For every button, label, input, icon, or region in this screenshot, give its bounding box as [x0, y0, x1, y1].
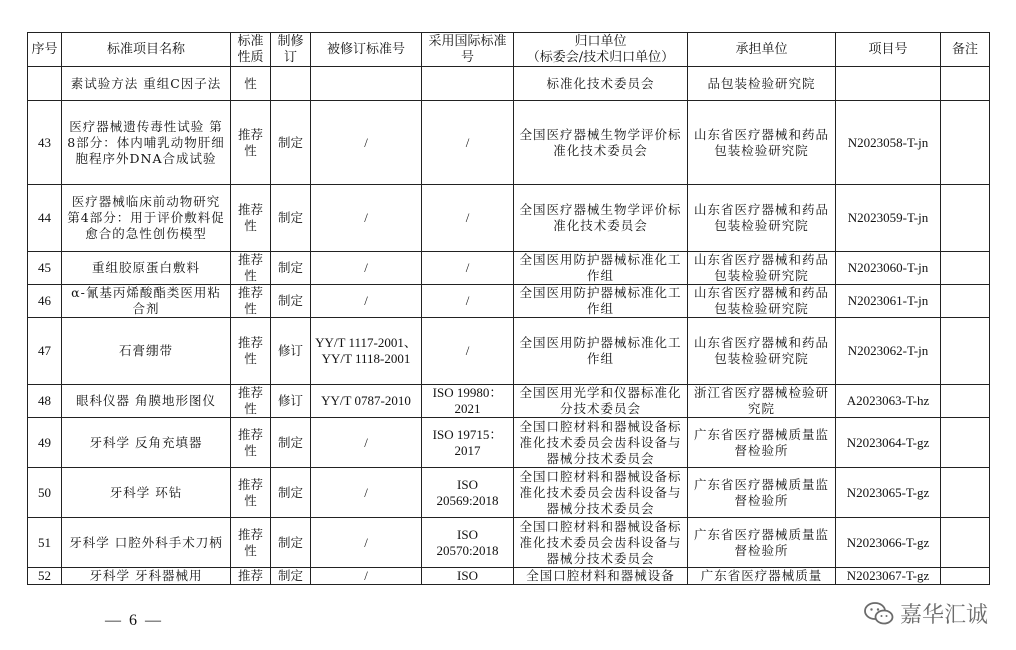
- cell-intl: ISO 19980：2021: [422, 385, 514, 418]
- cell-revised: /: [311, 418, 422, 468]
- cell-proj: N2023064-T-gz: [836, 418, 941, 468]
- cell-name: 牙科学 口腔外科手术刀柄: [62, 518, 231, 568]
- cell-revised: /: [311, 101, 422, 185]
- cell-note: [941, 518, 990, 568]
- cell-proj: N2023065-T-gz: [836, 468, 941, 518]
- cell-nature: 推荐性: [231, 185, 271, 252]
- cell-name: 牙科学 反角充填器: [62, 418, 231, 468]
- cell-proj: N2023059-T-jn: [836, 185, 941, 252]
- cell-nature: 推荐性: [231, 385, 271, 418]
- cell-nature: 性: [231, 67, 271, 101]
- cell-unit: 全国医疗器械生物学评价标准化技术委员会: [514, 185, 688, 252]
- cell-unit: 标准化技术委员会: [514, 67, 688, 101]
- cell-name: α-氰基丙烯酸酯类医用粘合剂: [62, 285, 231, 318]
- cell-nature: 推荐性: [231, 285, 271, 318]
- cell-org: 广东省医疗器械质量监督检验所: [688, 418, 836, 468]
- cell-intl: ISO 19715：2017: [422, 418, 514, 468]
- cell-name: 牙科学 环钻: [62, 468, 231, 518]
- cell-revised: YY/T 1117-2001、YY/T 1118-2001: [311, 318, 422, 385]
- cell-nature: 推荐性: [231, 518, 271, 568]
- cell-name: 医疗器械临床前动物研究 第4部分：用于评价敷料促愈合的急性创伤模型: [62, 185, 231, 252]
- cell-nature: 推荐性: [231, 101, 271, 185]
- cell-unit: 全国口腔材料和器械设备: [514, 568, 688, 585]
- cell-org: 山东省医疗器械和药品包装检验研究院: [688, 285, 836, 318]
- cell-proj: N2023067-T-gz: [836, 568, 941, 585]
- cell-unit: 全国口腔材料和器械设备标准化技术委员会齿科设备与器械分技术委员会: [514, 418, 688, 468]
- header-org: 承担单位: [688, 33, 836, 67]
- cell-org: 山东省医疗器械和药品包装检验研究院: [688, 318, 836, 385]
- cell-seq: 48: [28, 385, 62, 418]
- cell-org: 山东省医疗器械和药品包装检验研究院: [688, 185, 836, 252]
- cell-intl: [422, 67, 514, 101]
- cell-seq: 43: [28, 101, 62, 185]
- table-row: [28, 185, 990, 252]
- cell-proj: [836, 67, 941, 101]
- cell-intl: ISO 20569:2018: [422, 468, 514, 518]
- cell-intl: /: [422, 285, 514, 318]
- cell-note: [941, 468, 990, 518]
- cell-seq: 52: [28, 568, 62, 585]
- cell-nature: 推荐性: [231, 468, 271, 518]
- header-note: 备注: [941, 33, 990, 67]
- cell-name: 牙科学 牙科器械用: [62, 568, 231, 585]
- header-seq: 序号: [28, 33, 62, 67]
- cell-unit: 全国医用防护器械标准化工作组: [514, 252, 688, 285]
- header-name: 标准项目名称: [62, 33, 231, 67]
- cell-revised: /: [311, 568, 422, 585]
- cell-nature: 推荐性: [231, 318, 271, 385]
- cell-type: [271, 67, 311, 101]
- cell-nature: 推荐性: [231, 252, 271, 285]
- cell-revised: /: [311, 185, 422, 252]
- table-row: [28, 67, 990, 101]
- cell-unit: 全国口腔材料和器械设备标准化技术委员会齿科设备与器械分技术委员会: [514, 468, 688, 518]
- cell-name: 素试验方法 重组C因子法: [62, 67, 231, 101]
- cell-revised: YY/T 0787-2010: [311, 385, 422, 418]
- cell-note: [941, 318, 990, 385]
- standards-table: [27, 32, 990, 585]
- cell-org: 广东省医疗器械质量: [688, 568, 836, 585]
- cell-name: 眼科仪器 角膜地形图仪: [62, 385, 231, 418]
- cell-org: 广东省医疗器械质量监督检验所: [688, 518, 836, 568]
- cell-intl: ISO: [422, 568, 514, 585]
- table-row: [28, 385, 990, 418]
- cell-type: 制定: [271, 101, 311, 185]
- cell-revised: /: [311, 518, 422, 568]
- cell-revised: [311, 67, 422, 101]
- cell-revised: /: [311, 285, 422, 318]
- cell-unit: 全国口腔材料和器械设备标准化技术委员会齿科设备与器械分技术委员会: [514, 518, 688, 568]
- cell-revised: /: [311, 252, 422, 285]
- watermark: [864, 598, 988, 629]
- cell-name: 石膏绷带: [62, 318, 231, 385]
- header-proj: 项目号: [836, 33, 941, 67]
- cell-type: 制定: [271, 518, 311, 568]
- cell-intl: /: [422, 252, 514, 285]
- header-unit-line2: （标委会/技术归口单位）: [526, 49, 675, 65]
- header-revised: 被修订标准号: [311, 33, 422, 67]
- cell-type: 修订: [271, 318, 311, 385]
- cell-intl: /: [422, 318, 514, 385]
- table-row: [28, 568, 990, 585]
- cell-proj: A2023063-T-hz: [836, 385, 941, 418]
- cell-org: 山东省医疗器械和药品包装检验研究院: [688, 101, 836, 185]
- cell-name: 重组胶原蛋白敷料: [62, 252, 231, 285]
- table-header-row: [28, 33, 990, 67]
- cell-type: 制定: [271, 568, 311, 585]
- cell-revised: /: [311, 468, 422, 518]
- cell-note: [941, 285, 990, 318]
- cell-proj: N2023066-T-gz: [836, 518, 941, 568]
- table-row: [28, 252, 990, 285]
- cell-seq: 44: [28, 185, 62, 252]
- cell-note: [941, 101, 990, 185]
- wechat-icon: [864, 601, 894, 627]
- cell-intl: /: [422, 185, 514, 252]
- cell-type: 制定: [271, 285, 311, 318]
- cell-unit: 全国医用光学和仪器标准化分技术委员会: [514, 385, 688, 418]
- cell-type: 制定: [271, 185, 311, 252]
- cell-seq: 51: [28, 518, 62, 568]
- cell-type: 修订: [271, 385, 311, 418]
- header-nature: 标准性质: [231, 33, 271, 67]
- cell-type: 制定: [271, 468, 311, 518]
- table-row: [28, 518, 990, 568]
- cell-name: 医疗器械遗传毒性试验 第8部分：体内哺乳动物肝细胞程序外DNA合成试验: [62, 101, 231, 185]
- table-row: [28, 101, 990, 185]
- cell-seq: 47: [28, 318, 62, 385]
- cell-unit: 全国医用防护器械标准化工作组: [514, 285, 688, 318]
- table-row: [28, 418, 990, 468]
- header-type: 制修订: [271, 33, 311, 67]
- cell-seq: [28, 67, 62, 101]
- cell-note: [941, 385, 990, 418]
- cell-note: [941, 67, 990, 101]
- watermark-text: 嘉华汇诚: [899, 603, 988, 628]
- cell-type: 制定: [271, 252, 311, 285]
- cell-intl: /: [422, 101, 514, 185]
- cell-nature: 推荐性: [231, 418, 271, 468]
- table-row: [28, 285, 990, 318]
- page-number: — 6 —: [105, 612, 163, 629]
- cell-org: 浙江省医疗器械检验研究院: [688, 385, 836, 418]
- cell-note: [941, 185, 990, 252]
- cell-seq: 45: [28, 252, 62, 285]
- cell-seq: 50: [28, 468, 62, 518]
- cell-proj: N2023062-T-jn: [836, 318, 941, 385]
- cell-org: 品包装检验研究院: [688, 67, 836, 101]
- cell-proj: N2023061-T-jn: [836, 285, 941, 318]
- cell-unit: 全国医疗器械生物学评价标准化技术委员会: [514, 101, 688, 185]
- header-unit-line1: 归口单位: [574, 33, 627, 49]
- table-row: [28, 468, 990, 518]
- cell-seq: 46: [28, 285, 62, 318]
- cell-intl: ISO 20570:2018: [422, 518, 514, 568]
- cell-unit: 全国医用防护器械标准化工作组: [514, 318, 688, 385]
- cell-type: 制定: [271, 418, 311, 468]
- cell-org: 广东省医疗器械质量监督检验所: [688, 468, 836, 518]
- cell-note: [941, 418, 990, 468]
- header-unit: [514, 33, 688, 67]
- cell-seq: 49: [28, 418, 62, 468]
- header-intl: 采用国际标准号: [422, 33, 514, 67]
- cell-proj: N2023060-T-jn: [836, 252, 941, 285]
- cell-nature: 推荐: [231, 568, 271, 585]
- cell-note: [941, 252, 990, 285]
- cell-org: 山东省医疗器械和药品包装检验研究院: [688, 252, 836, 285]
- table-row: [28, 318, 990, 385]
- cell-note: [941, 568, 990, 585]
- cell-proj: N2023058-T-jn: [836, 101, 941, 185]
